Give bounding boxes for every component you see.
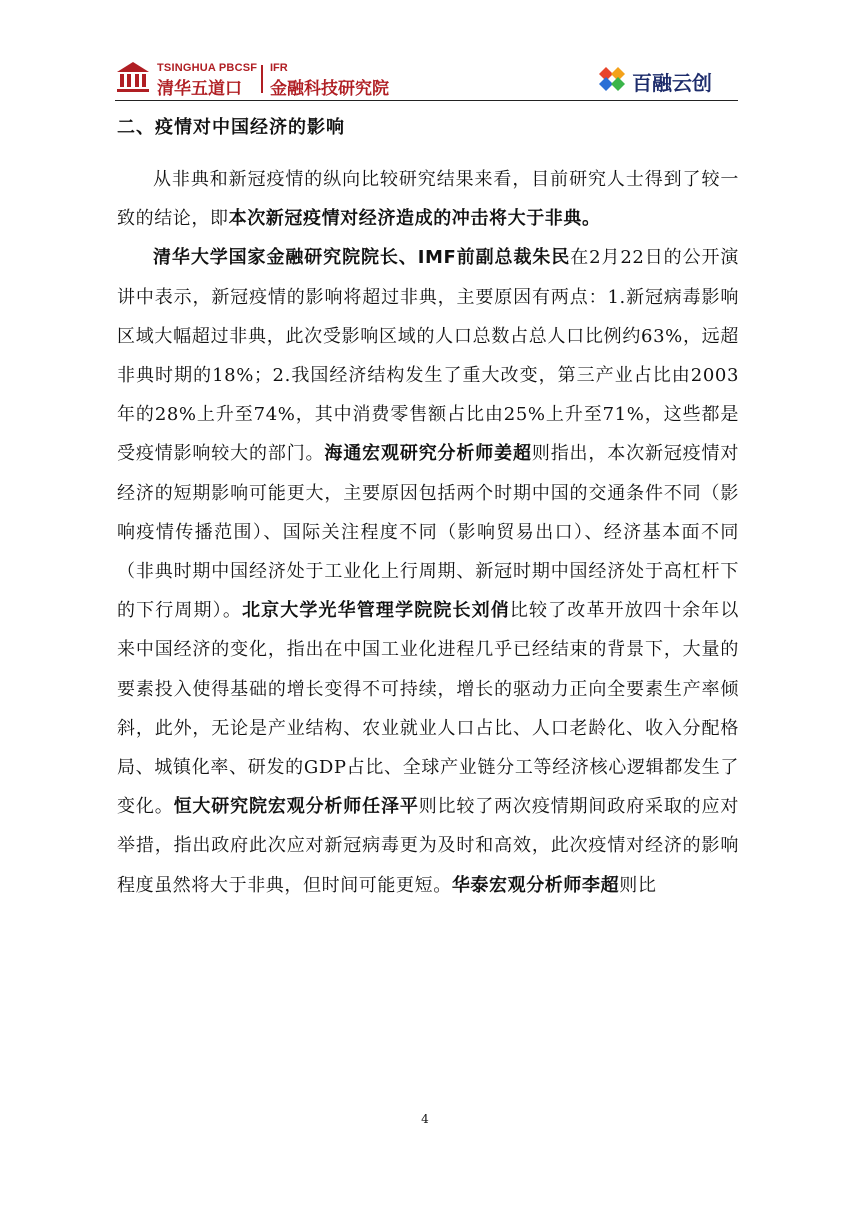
logo-english-name: TSINGHUA PBCSF: [157, 62, 258, 74]
institute-name: 金融科技研究院: [270, 79, 389, 99]
ifr-label: IFR: [270, 62, 288, 74]
text-run: 在2月22日的公开演讲中表示，新冠疫情的影响将超过非典，主要原因有两点：1.新冠病毒影响区域大幅超过非典，此次受影响区域的人口总数占总人口比例约63%，远超非典时期的18%；2.我国经济结构发生了重大改变，第三产业占比由2003年的28%上升至74%，其中消费零售额占比由25%上升至71%，这些都是受疫情影响较大的部门。: [117, 247, 740, 465]
page-header: [115, 58, 738, 101]
expert-name-liu-qiao: 北京大学光华管理学院院长刘俏: [241, 600, 510, 622]
logo-chinese-name: 清华五道口: [157, 79, 242, 99]
expert-name-ren-zeping: 恒大研究院宏观分析师任泽平: [173, 796, 419, 818]
text-run: 则比较了两次疫情期间政府采取的应对举措，指出政府此次应对新冠病毒更为及时和高效，此次疫情对经济的影响程度虽然将大于非典，但时间可能更短。: [117, 796, 739, 896]
paragraph-expert-views: [117, 238, 739, 904]
expert-name-jiang-chao: 海通宏观研究分析师姜超: [324, 443, 532, 465]
tsinghua-building-icon: [115, 60, 151, 94]
paragraph-intro: [117, 160, 739, 238]
bold-conclusion: 本次新冠疫情对经济造成的冲击将大于非典。: [228, 208, 601, 230]
logo-divider: [261, 65, 263, 93]
text-run: 则指出，本次新冠疫情对经济的短期影响可能更大，主要原因包括两个时期中国的交通条件不同（影响疫情传播范围）、国际关注程度不同（影响贸易出口）、经济基本面不同（非典时期中国经济处于工业化上行周期、新冠时期中国经济处于高杠杆下的下行周期）。: [117, 443, 739, 622]
expert-name-li-chao: 华泰宏观分析师李超: [451, 874, 620, 896]
bairong-brand-name: 百融云创: [632, 71, 712, 95]
text-run: 则比: [619, 874, 657, 896]
expert-name-zhu-min: 清华大学国家金融研究院院长、IMF前副总裁朱民: [153, 247, 571, 269]
document-body: [117, 108, 739, 905]
bairong-logo: [598, 62, 738, 96]
text-run: 从非典和新冠疫情的纵向比较研究结果来看，目前研究人士得到了较一致的结论，即: [117, 169, 739, 230]
text-run: 比较了改革开放四十余年以来中国经济的变化，指出在中国工业化进程几乎已经结束的背景下，大量的要素投入使得基础的增长变得不可持续，增长的驱动力正向全要素生产率倾斜，此外，无论是产业结构、农业就业人口占比、人口老龄化、收入分配格局、城镇化率、研发的GDP占比、全球产业链分工等经济核心逻辑都发生了变化。: [117, 600, 739, 818]
bairong-diamond-icon: [598, 66, 626, 92]
page-number: 4: [421, 1112, 429, 1126]
section-heading: 二、疫情对中国经济的影响: [117, 117, 345, 138]
